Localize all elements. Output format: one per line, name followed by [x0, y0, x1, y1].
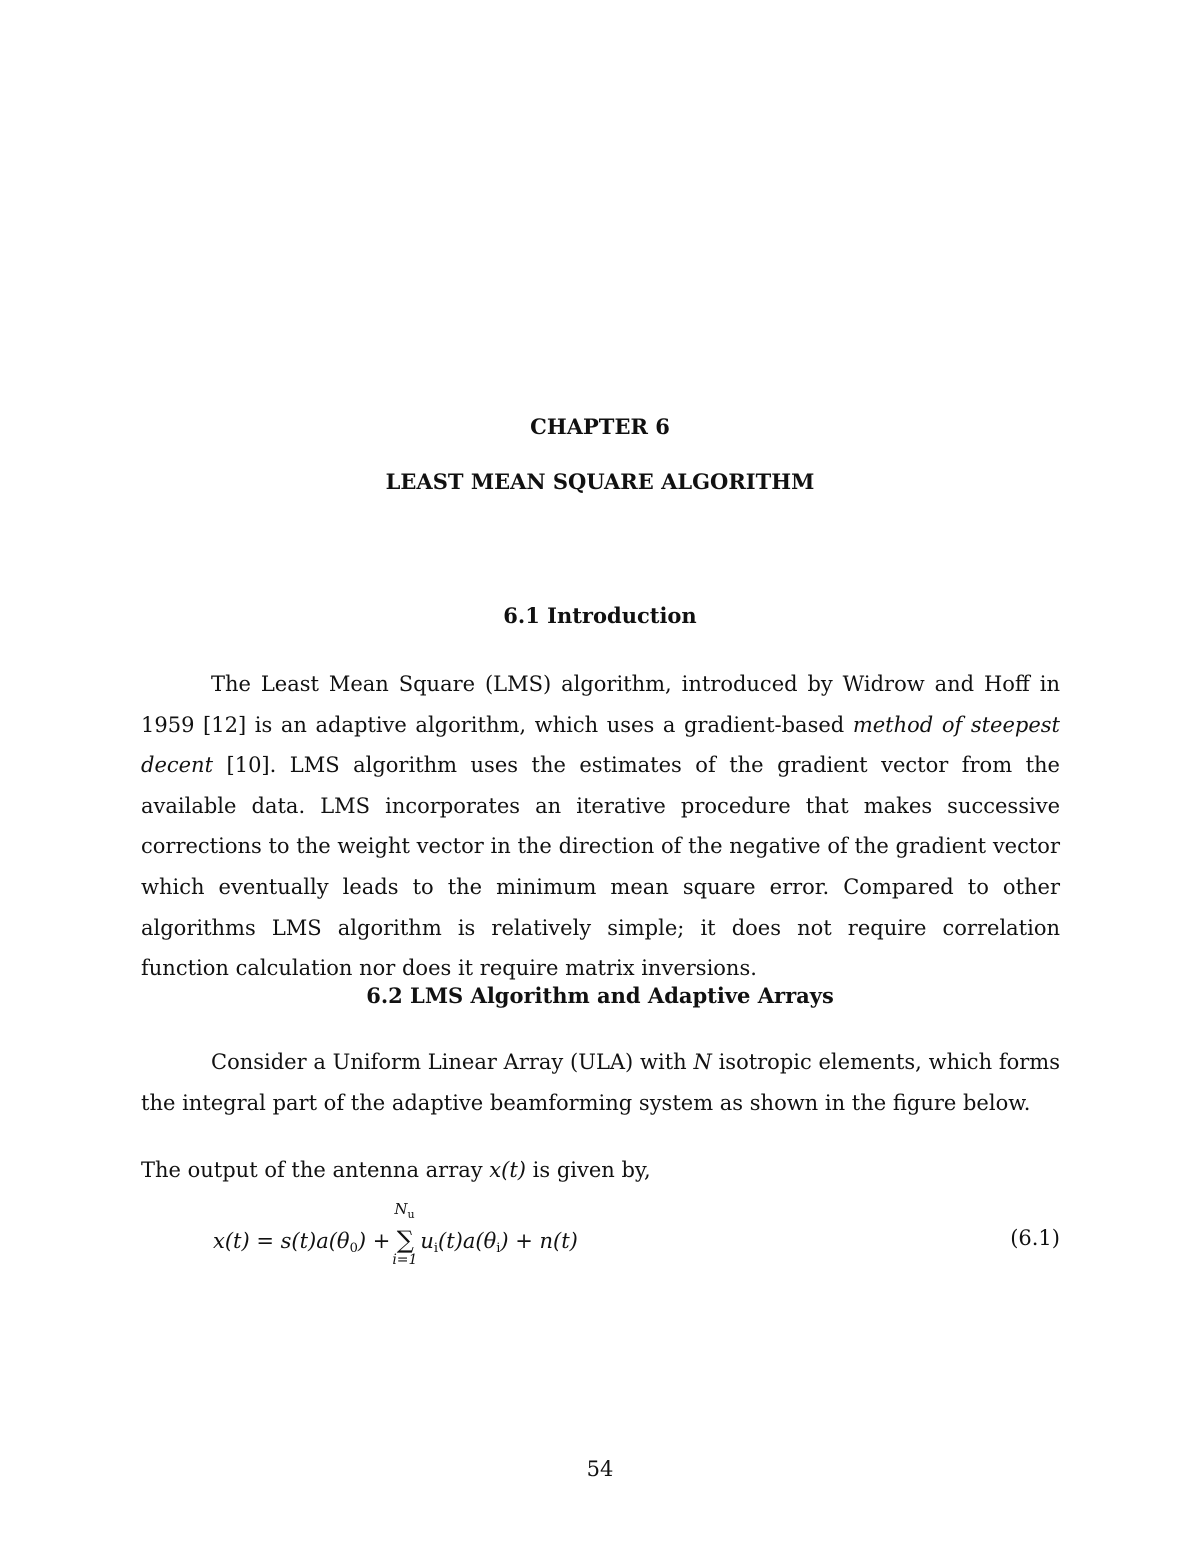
- equation-rhs-mid: (t)a(θ: [438, 1229, 497, 1253]
- summation-upper-n: N: [394, 1200, 408, 1218]
- array-output-sentence: [141, 1150, 1060, 1191]
- equation-rhs-u-subscript: i: [433, 1241, 439, 1256]
- ula-text-a: Consider a Uniform Linear Array (ULA) with: [211, 1050, 694, 1074]
- introduction-text-b: [10]. LMS algorithm uses the estimates of the gradient vector from the available data. LMS incorporates an iterative procedure that makes successive corrections to the weight vector in the direction of the negative of the gradient vector which eventually leads to the minimum mean square error. Compared to other algorithms LMS algorithm is relatively simple; it does not require correlation function calculation nor does it require matrix inversions.: [141, 753, 1060, 981]
- introduction-italic-term: method of steepest decent: [141, 712, 1060, 778]
- summation-upper-limit: [394, 1200, 414, 1221]
- section-heading-introduction: 6.1 Introduction: [503, 603, 697, 628]
- summation: [392, 1200, 418, 1268]
- summation-icon: ∑: [396, 1226, 414, 1254]
- array-output-text-b: is given by,: [525, 1158, 651, 1182]
- equation-rhs-theta-subscript: i: [496, 1241, 501, 1256]
- ula-text-b: isotropic elements, which forms the integral part of the adaptive beamforming system as shown in the figure below.: [141, 1050, 1061, 1115]
- chapter-number: CHAPTER 6: [530, 414, 670, 439]
- introduction-paragraph: [141, 664, 1060, 989]
- equation-rhs-end: ) + n(t): [500, 1229, 578, 1253]
- summation-upper-subscript: u: [407, 1208, 415, 1221]
- ula-italic-n: N: [693, 1050, 712, 1074]
- array-output-math: x(t): [489, 1158, 526, 1182]
- ula-paragraph: [141, 1042, 1060, 1123]
- equation-expression: [213, 1200, 578, 1268]
- equation-lhs-subscript: 0: [349, 1241, 358, 1256]
- section-heading-lms-adaptive-arrays: 6.2 LMS Algorithm and Adaptive Arrays: [366, 983, 834, 1008]
- equation-rhs-u: u: [420, 1229, 434, 1253]
- equation-number: (6.1): [1010, 1226, 1060, 1250]
- array-output-text-a: The output of the antenna array: [141, 1158, 490, 1182]
- chapter-title: LEAST MEAN SQUARE ALGORITHM: [385, 469, 815, 494]
- introduction-text-a: The Least Mean Square (LMS) algorithm, introduced by Widrow and Hoff in 1959 [12] is an adaptive algorithm, which uses a gradient-based: [141, 672, 1060, 737]
- equation-lhs: x(t) = s(t)a(θ: [213, 1229, 350, 1253]
- summation-lower-limit: i=1: [392, 1252, 418, 1268]
- equation-6-1: [141, 1200, 1060, 1280]
- page-number: 54: [586, 1457, 614, 1481]
- equation-lhs-close: ) +: [357, 1229, 391, 1253]
